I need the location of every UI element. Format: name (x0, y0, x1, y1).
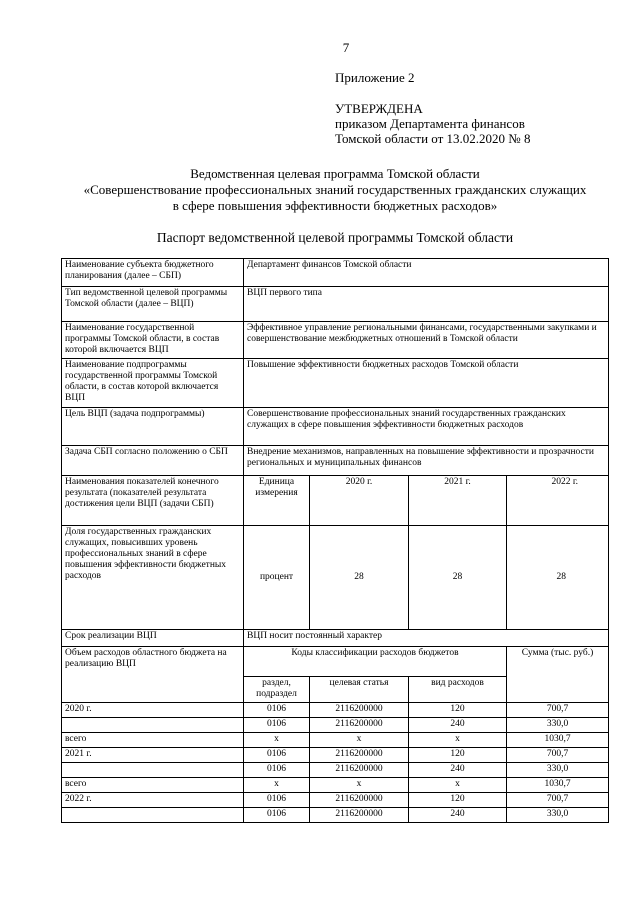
heading-line-1: Ведомственная целевая программа Томской области (190, 166, 480, 181)
subject-value: Департамент финансов Томской области (244, 259, 609, 287)
type-label: Тип ведомственной целевой программы Томской области (далее – ВЦП) (62, 287, 244, 322)
budget-rows (62, 703, 609, 823)
budget-row-section: 0106 (244, 793, 310, 808)
indicator-label: Доля государственных гражданских служащих, повысивших уровень профессиональных знаний в сфере повышения эффективности бюджетных расходов (62, 526, 244, 630)
budget-row-kind: 240 (409, 718, 507, 733)
approval-block (335, 70, 530, 146)
row-term (62, 630, 609, 647)
subprogram-label: Наименование подпрограммы государственной программы Томской области, в состав которой включается ВЦП (62, 359, 244, 408)
budget-row-article: 2116200000 (310, 703, 409, 718)
budget-row (62, 718, 609, 733)
task-label: Задача СБП согласно положению о СБП (62, 446, 244, 476)
indicator-value-2022: 28 (507, 526, 609, 630)
row-subject (62, 259, 609, 287)
approved-stamp: УТВЕРЖДЕНА (335, 101, 423, 116)
budget-row (62, 748, 609, 763)
budget-row-article: 2116200000 (310, 763, 409, 778)
row-indicators-header (62, 476, 609, 526)
passport-title: Паспорт ведомственной целевой программы Томской области (156, 230, 514, 245)
row-state-program (62, 322, 609, 359)
term-value: ВЦП носит постоянный характер (244, 630, 609, 647)
budget-row-kind: 240 (409, 808, 507, 823)
budget-row-label (62, 808, 244, 823)
budget-row (62, 808, 609, 823)
budget-row-label: 2021 г. (62, 748, 244, 763)
budget-row-section: x (244, 778, 310, 793)
sum-header: Сумма (тыс. руб.) (507, 647, 609, 703)
budget-row-label: 2020 г. (62, 703, 244, 718)
codes-header: Коды классификации расходов бюджетов (244, 647, 507, 677)
row-subprogram (62, 359, 609, 408)
budget-row-article: 2116200000 (310, 748, 409, 763)
row-budget-header (62, 647, 609, 677)
budget-row-label (62, 718, 244, 733)
subject-label: Наименование субъекта бюджетного планирования (далее – СБП) (62, 259, 244, 287)
budget-row-label: всего (62, 778, 244, 793)
year-header-2022: 2022 г. (507, 476, 609, 526)
approval-line-1: приказом Департамента финансов (335, 116, 525, 131)
task-value: Внедрение механизмов, направленных на повышение эффективности и прозрачности региональных и муниципальных финансов (244, 446, 609, 476)
heading-line-2: «Совершенствование профессиональных знаний государственных гражданских служащих (83, 182, 587, 197)
budget-row (62, 793, 609, 808)
indicator-value-2021: 28 (409, 526, 507, 630)
col-article-header: целевая статья (310, 677, 409, 703)
budget-row-section: 0106 (244, 808, 310, 823)
budget-row-section: 0106 (244, 763, 310, 778)
budget-row-section: 0106 (244, 703, 310, 718)
budget-row-sum: 330,0 (507, 808, 609, 823)
budget-row-article: x (310, 733, 409, 748)
indicator-unit: процент (244, 526, 310, 630)
indicators-label: Наименования показателей конечного результата (показателей результата достижения цели ВЦП (задачи СБП) (62, 476, 244, 526)
budget-row-sum: 700,7 (507, 703, 609, 718)
budget-row-sum: 1030,7 (507, 733, 609, 748)
unit-header: Единица измерения (244, 476, 310, 526)
budget-row-article: 2116200000 (310, 793, 409, 808)
col-section-header: раздел, подраздел (244, 677, 310, 703)
budget-row-sum: 330,0 (507, 763, 609, 778)
budget-row-section: 0106 (244, 748, 310, 763)
budget-row-kind: x (409, 778, 507, 793)
passport-table (61, 258, 609, 823)
budget-row (62, 763, 609, 778)
budget-row (62, 778, 609, 793)
budget-label: Объем расходов областного бюджета на реализацию ВЦП (62, 647, 244, 703)
type-value: ВЦП первого типа (244, 287, 609, 322)
state-program-label: Наименование государственной программы Томской области, в состав которой включается ВЦП (62, 322, 244, 359)
budget-row-sum: 330,0 (507, 718, 609, 733)
program-heading (40, 166, 630, 214)
budget-row-kind: x (409, 733, 507, 748)
heading-line-3: в сфере повышения эффективности бюджетных расходов» (172, 198, 498, 213)
subprogram-value: Повышение эффективности бюджетных расходов Томской области (244, 359, 609, 408)
budget-row (62, 733, 609, 748)
budget-row-sum: 700,7 (507, 793, 609, 808)
budget-row-sum: 700,7 (507, 748, 609, 763)
budget-row-kind: 240 (409, 763, 507, 778)
indicator-value-2020: 28 (310, 526, 409, 630)
term-label: Срок реализации ВЦП (62, 630, 244, 647)
year-header-2021: 2021 г. (409, 476, 507, 526)
year-header-2020: 2020 г. (310, 476, 409, 526)
budget-row-kind: 120 (409, 793, 507, 808)
budget-row-kind: 120 (409, 703, 507, 718)
approval-line-2: Томской области от 13.02.2020 № 8 (335, 131, 531, 146)
budget-row-article: 2116200000 (310, 718, 409, 733)
page-number: 7 (342, 40, 350, 55)
goal-label: Цель ВЦП (задача подпрограммы) (62, 408, 244, 446)
row-type (62, 287, 609, 322)
budget-row-article: x (310, 778, 409, 793)
goal-value: Совершенствование профессиональных знаний государственных гражданских служащих в сфере повышения эффективности бюджетных расходов (244, 408, 609, 446)
row-goal (62, 408, 609, 446)
budget-row-label: всего (62, 733, 244, 748)
budget-row-label (62, 763, 244, 778)
budget-row-section: 0106 (244, 718, 310, 733)
budget-row-article: 2116200000 (310, 808, 409, 823)
budget-row-label: 2022 г. (62, 793, 244, 808)
budget-row-sum: 1030,7 (507, 778, 609, 793)
appendix-label: Приложение 2 (335, 70, 415, 85)
budget-row (62, 703, 609, 718)
row-task (62, 446, 609, 476)
row-indicator-values (62, 526, 609, 630)
budget-row-section: x (244, 733, 310, 748)
state-program-value: Эффективное управление региональными финансами, государственными закупками и совершенствование межбюджетных отношений в Томской области (244, 322, 609, 359)
budget-row-kind: 120 (409, 748, 507, 763)
col-kind-header: вид расходов (409, 677, 507, 703)
